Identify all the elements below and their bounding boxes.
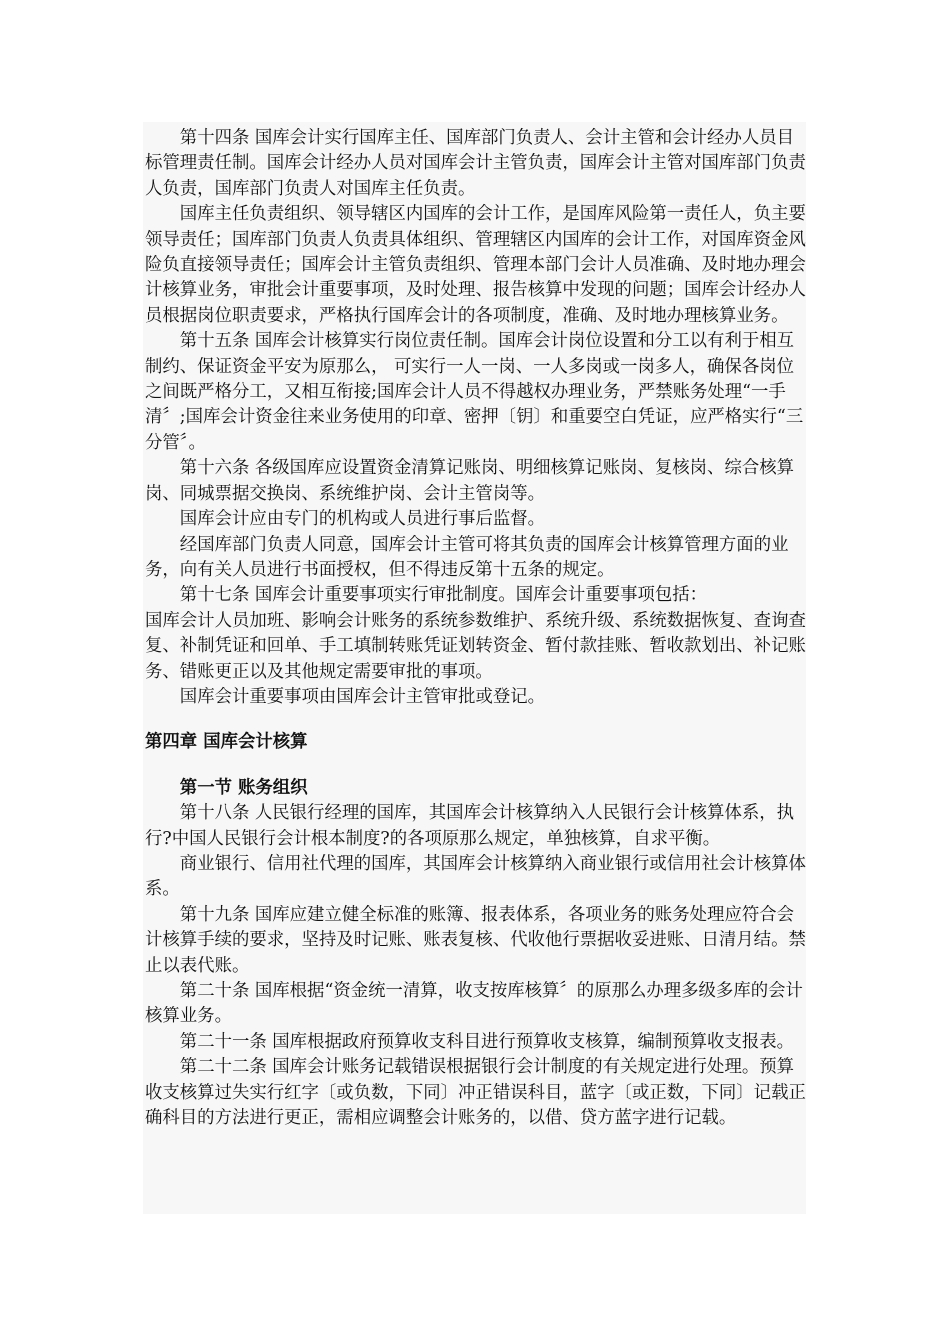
- section-title: 第一节 账务组织: [179, 777, 308, 798]
- paragraph-article-17: 第十七条 国库会计重要事项实行审批制度。国库会计重要事项包括：: [179, 585, 708, 606]
- paragraph-article-20: 第二十条 国库根据“资金统一清算，收支按库核算〞的原那么办理多级多库的会计核算业务。: [145, 981, 803, 1027]
- paragraph-responsibilities: 国库主任负责组织、领导辖区内国库的会计工作，是国库风险第一责任人，负主要领导责任；国库部门负责人负责具体组织、管理辖区内国库的会计工作，对国库资金风险负直接领导责任；国库会计主管负责组织、管理本部门会计人员准确、及时地办理会计核算业务，审批会计重要事项，及时处理、报告核算中发现的问题；国库会计经办人员根据岗位职责要求，严格执行国库会计的各项制度，准确、及时地办理核算业务。: [145, 204, 806, 326]
- paragraph-article-19: 第十九条 国库应建立健全标准的账簿、报表体系，各项业务的账务处理应符合会计核算手续的要求，坚持及时记账、账表复核、代收他行票据收妥进账、日清月结。禁止以表代账。: [145, 904, 806, 976]
- paragraph-article-17-items: 国库会计人员加班、影响会计账务的系统参数维护、系统升级、系统数据恢复、查询查复、补制凭证和回单、手工填制转账凭证划转资金、暂付款挂账、暂收款划出、补记账务、错账更正以及其他规定需要审批的事项。: [145, 610, 806, 682]
- paragraph-article-21: 第二十一条 国库根据政府预算收支科目进行预算收支核算，编制预算收支报表。: [179, 1031, 795, 1052]
- paragraph-authorization: 经国库部门负责人同意，国库会计主管可将其负责的国库会计核算管理方面的业务，向有关人员进行书面授权，但不得违反第十五条的规定。: [145, 534, 789, 580]
- paragraph-approval: 国库会计重要事项由国库会计主管审批或登记。: [179, 686, 546, 707]
- paragraph-article-22: 第二十二条 国库会计账务记载错误根据银行会计制度的有关规定进行处理。预算收支核算过失实行红字〔或负数，下同〕冲正错误科目，蓝字〔或正数，下同〕记载正确科目的方法进行更正，需相应调整会计账务的，以借、贷方蓝字进行记载。: [145, 1057, 806, 1129]
- chapter-title: 第四章 国库会计核算: [145, 732, 308, 753]
- document-body: [145, 126, 807, 1131]
- paragraph-commercial-banks: 商业银行、信用社代理的国库，其国库会计核算纳入商业银行或信用社会计核算体系。: [145, 853, 806, 900]
- paragraph-article-15: 第十五条 国库会计核算实行岗位责任制。国库会计岗位设置和分工以有利于相互制约、保证资金平安为原那么， 可实行一人一岗、一人多岗或一岗多人，确保各岗位之间既严格分工，又相互衔接;国库会计人员不得越权办理业务，严禁账务处理“一手清〞;国库会计资金往来业务使用的印章、密押〔钥〕和重要空白凭证，应严格实行“三分管〞。: [145, 331, 804, 453]
- paragraph-article-16: 第十六条 各级国库应设置资金清算记账岗、明细核算记账岗、复核岗、综合核算岗、同城票据交换岗、系统维护岗、会计主管岗等。: [145, 458, 795, 504]
- paragraph-article-14: 第十四条 国库会计实行国库主任、国库部门负责人、会计主管和会计经办人员目标管理责任制。国库会计经办人员对国库会计主管负责，国库会计主管对国库部门负责人负责，国库部门负责人对国库主任负责。: [145, 128, 806, 199]
- paragraph-article-18: 第十八条 人民银行经理的国库，其国库会计核算纳入人民银行会计核算体系，执行?中国人民银行会计根本制度?的各项原那么规定，单独核算，自求平衡。: [145, 803, 795, 849]
- paragraph-supervision: 国库会计应由专门的机构或人员进行事后监督。: [179, 509, 546, 530]
